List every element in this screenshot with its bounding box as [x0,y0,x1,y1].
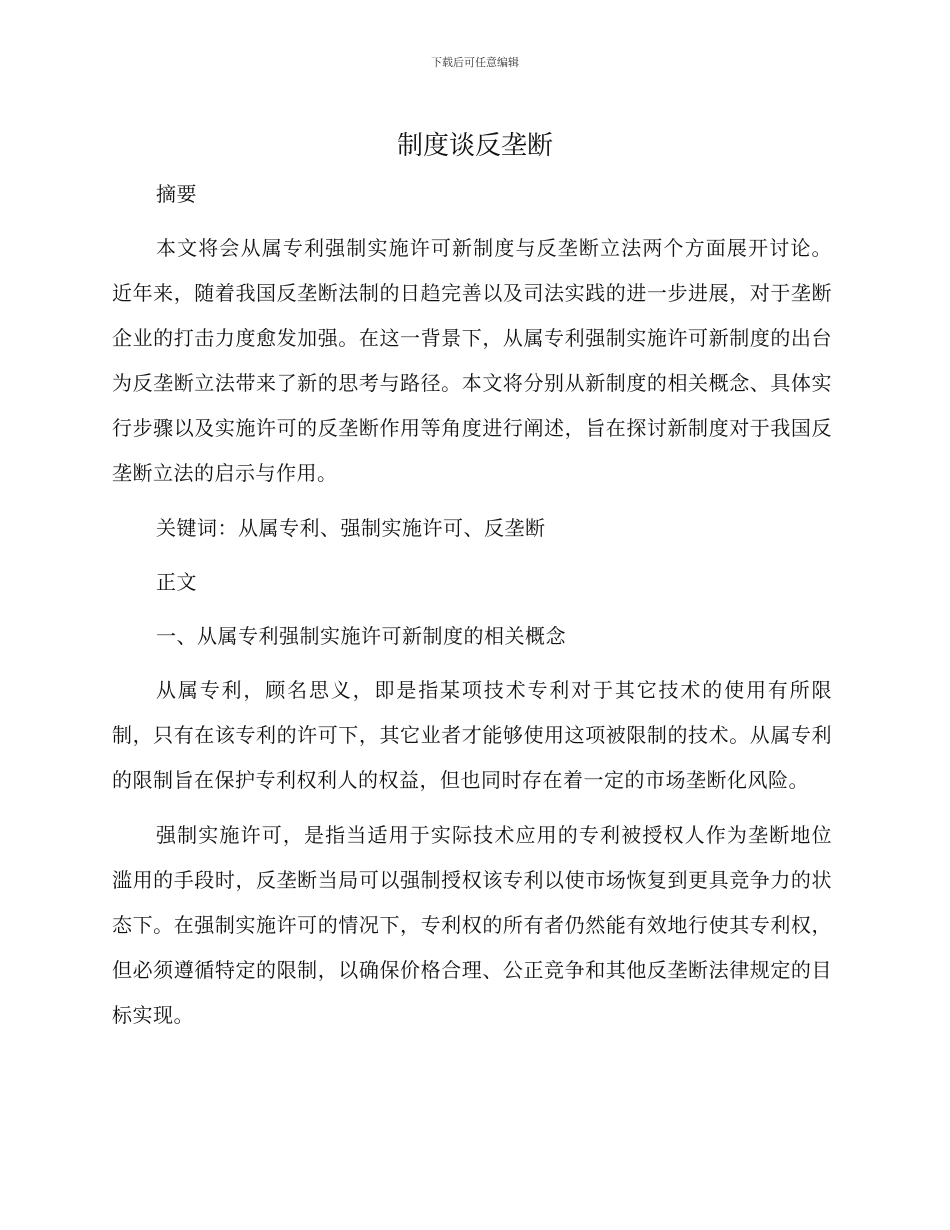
body-paragraph-1: 从属专利，顾名思义，即是指某项技术专利对于其它技术的使用有所限制，只有在该专利的许可下，其它业者才能够使用这项被限制的技术。从属专利的限制旨在保护专利权利人的权益，但也同时存在着一定的市场垄断化风险。 [112,678,832,792]
document-title: 制度谈反垄断 [396,131,553,161]
section-heading-1: 一、从属专利强制实施许可新制度的相关概念 [156,624,566,648]
body-paragraph-2: 强制实施许可，是指当适用于实际技术应用的专利被授权人作为垄断地位滥用的手段时，反垄断当局可以强制授权该专利以使市场恢复到更具竞争力的状态下。在强制实施许可的情况下，专利权的所有者仍然能有效地行使其专利权，但必须遵循特定的限制，以确保价格合理、公正竞争和其他反垄断法律规定的目标实现。 [112,823,832,1027]
keywords-line: 关键词：从属专利、强制实施许可、反垄断 [156,516,546,540]
header-note: 下载后可任意编辑 [431,56,519,69]
abstract-paragraph: 本文将会从属专利强制实施许可新制度与反垄断立法两个方面展开讨论。近年来，随着我国反垄断法制的日趋完善以及司法实践的进一步进展，对于垄断企业的打击力度愈发加强。在这一背景下，从属专利强制实施许可新制度的出台为反垄断立法带来了新的思考与路径。本文将分别从新制度的相关概念、具体实行步骤以及实施许可的反垄断作用等角度进行阐述，旨在探讨新制度对于我国反垄断立法的启示与作用。 [112,236,832,485]
abstract-heading: 摘要 [156,182,197,206]
main-heading: 正文 [156,570,197,594]
document-body [112,172,832,1048]
